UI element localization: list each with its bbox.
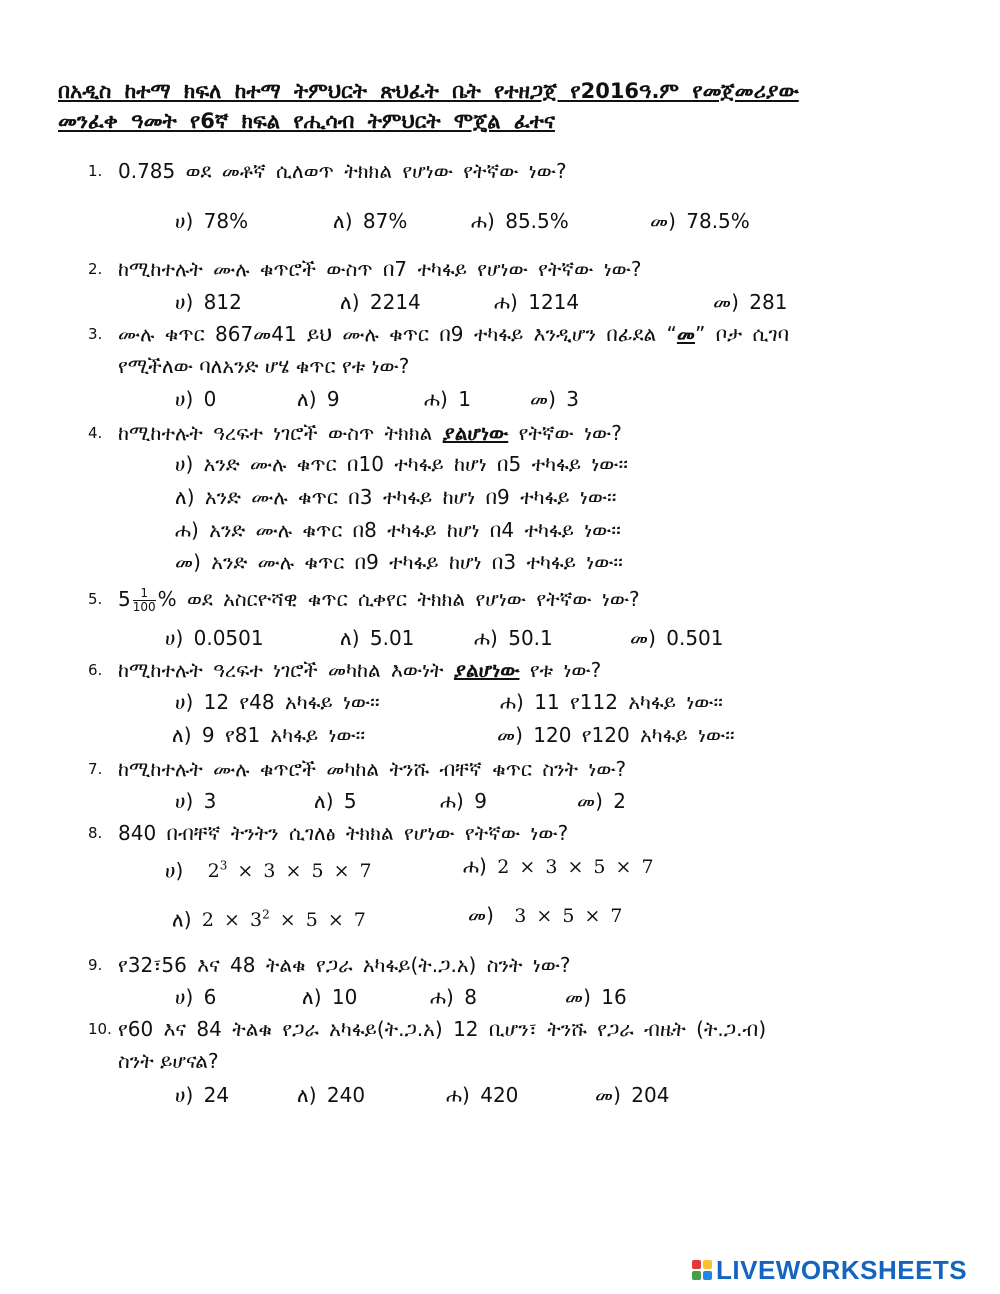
question-number: 3.: [88, 325, 103, 343]
question-number: 9.: [88, 956, 103, 974]
option-c[interactable]: ሐ) 9: [440, 789, 487, 813]
option-d[interactable]: መ) 0.501: [630, 626, 724, 650]
question-text: ከሚከተሉት ሙሉ ቁጥሮች መካከል ትንሹ ብቸኛ ቁጥር ስንት ነው?: [118, 757, 627, 781]
option-d[interactable]: መ) 16: [565, 985, 627, 1009]
option-c-expression: 2 × 3 × 5 × 7: [497, 856, 654, 878]
option-b[interactable]: ለ) 5: [314, 789, 357, 813]
question-text: 0.785 ወደ መቶኛ ሲለወጥ ትክክል የሆነው የትኛው ነው?: [118, 159, 567, 183]
option-c[interactable]: ሐ) 85.5%: [471, 209, 569, 233]
option-d[interactable]: መ) 3: [530, 387, 579, 411]
logo-text: LIVEWORKSHEETS: [716, 1254, 968, 1285]
question-number: 8.: [88, 824, 103, 842]
title-line-1: በአዲስ ከተማ ክፍለ ከተማ ትምህርት ጽህፈት ቤት የተዘጋጀ የ2016ዓ.ም የመጀመሪያው: [58, 79, 799, 103]
option-b[interactable]: ለ) 9 የ81 አካፋይ ነው፡፡: [172, 723, 366, 747]
option-b[interactable]: ለ) 2214: [340, 290, 421, 314]
option-a[interactable]: ሀ) $2^3 \times 3 \times 5 \times 7$: [165, 858, 372, 883]
option-a[interactable]: ሀ) 12 የ48 አካፋይ ነው፡፡: [175, 690, 380, 714]
question-number: 7.: [88, 760, 103, 778]
question-text: ከሚከተሉት ዓረፍተ ነገሮች ውስጥ ትክክል ያልሆነው የትኛው ነው?: [118, 421, 622, 445]
underlined-word: ያልሆነው: [453, 658, 520, 682]
logo-block: [703, 1271, 712, 1280]
option-c[interactable]: ሐ) 50.1: [474, 626, 553, 650]
worksheet-title: [58, 76, 958, 136]
question-number: 5.: [88, 590, 103, 608]
option-a[interactable]: ሀ) 3: [175, 789, 217, 813]
question-text: ሙሉ ቁጥር 867መ41 ይህ ሙሉ ቁጥር በ9 ተካፋይ እንዲሆን በፊደል “መ” ቦታ ሲገባ: [118, 322, 790, 346]
option-b[interactable]: ለ) አንድ ሙሉ ቁጥር በ3 ተካፋይ ከሆነ በ9 ተካፋይ ነው፡፡: [175, 485, 617, 509]
option-d[interactable]: መ) 120 የ120 አካፋይ ነው፡፡: [497, 723, 735, 747]
question-text: የ32፣56 እና 48 ትልቁ የጋራ አካፋይ(ት.ጋ.አ) ስንት ነው?: [118, 953, 571, 977]
option-d[interactable]: መ) 2: [577, 789, 626, 813]
question-number: 2.: [88, 260, 103, 278]
option-a[interactable]: ሀ) 6: [175, 985, 217, 1009]
option-b[interactable]: ለ) $2 \times 3^2 \times 5 \times 7$: [172, 907, 366, 932]
option-b[interactable]: ለ) 240: [297, 1083, 366, 1107]
option-a[interactable]: ሀ) 78%: [175, 209, 249, 233]
option-d[interactable]: መ) 204: [595, 1083, 670, 1107]
option-b[interactable]: ለ) 87%: [333, 209, 408, 233]
question-text: ከሚከተሉት ሙሉ ቁጥሮች ውስጥ በ7 ተካፋይ የሆነው የትኛው ነው?: [118, 257, 642, 281]
logo-block: [692, 1260, 701, 1269]
option-b[interactable]: ለ) 9: [297, 387, 340, 411]
option-c[interactable]: ሐ) 8: [430, 985, 477, 1009]
option-b[interactable]: ለ) 10: [302, 985, 358, 1009]
logo-block: [703, 1260, 712, 1269]
option-a[interactable]: ሀ) 812: [175, 290, 242, 314]
question-number: 6.: [88, 661, 103, 679]
option-c[interactable]: ሐ) 2 × 3 × 5 × 7: [463, 854, 654, 878]
question-text: ከሚከተሉት ዓረፍተ ነገሮች መካከል እውነት ያልሆነው የቱ ነው?: [118, 658, 602, 682]
option-a[interactable]: ሀ) አንድ ሙሉ ቁጥር በ10 ተካፋይ ከሆነ በ5 ተካፋይ ነው፡፡: [175, 452, 628, 476]
question-10-line-2: ስንት ይሆናል?: [118, 1049, 219, 1073]
option-d[interactable]: መ) 281: [713, 290, 788, 314]
underlined-word: ያልሆነው: [442, 421, 509, 445]
option-c[interactable]: ሐ) 420: [446, 1083, 519, 1107]
question-text: 840 በብቸኛ ትንትን ሲገለፅ ትክክል የሆነው የትኛው ነው?: [118, 821, 569, 845]
option-c[interactable]: ሐ) 1: [424, 387, 471, 411]
option-a[interactable]: ሀ) 0: [175, 387, 217, 411]
option-c[interactable]: ሐ) አንድ ሙሉ ቁጥር በ8 ተካፋይ ከሆነ በ4 ተካፋይ ነው፡፡: [175, 518, 621, 542]
liveworksheets-logo[interactable]: [692, 1255, 967, 1285]
option-d[interactable]: መ) 78.5%: [650, 209, 750, 233]
underlined-letter: መ: [676, 322, 695, 346]
option-a[interactable]: ሀ) 24: [175, 1083, 230, 1107]
logo-block: [692, 1271, 701, 1280]
option-b-expression: $2 \times 3^2 \times 5 \times 7$: [201, 908, 366, 932]
logo-blocks-icon: [692, 1260, 712, 1280]
option-a-expression: $2^3 \times 3 \times 5 \times 7$: [207, 859, 372, 883]
option-c[interactable]: ሐ) 11 የ112 አካፋይ ነው፡፡: [500, 690, 723, 714]
question-number: 4.: [88, 424, 103, 442]
option-d[interactable]: መ) አንድ ሙሉ ቁጥር በ9 ተካፋይ ከሆነ በ3 ተካፋይ ነው፡፡: [175, 550, 623, 574]
title-line-2: መንፈቀ ዓመት የ6ኛ ክፍል የሒሳብ ትምህርት ሞጄል ፈተና: [58, 109, 555, 133]
question-text: 5 $\frac{1}{100}$ % ወደ አስርዮሻዊ ቁጥር ሲቀየር ትክክል የሆነው የትኛው ነው?: [118, 586, 640, 614]
question-3-line-2: የሚችለው ባለአንድ ሆሄ ቁጥር የቱ ነው?: [118, 354, 410, 378]
option-c[interactable]: ሐ) 1214: [494, 290, 580, 314]
fraction: $\frac{1}{100}$: [132, 586, 156, 614]
question-number: 10.: [88, 1020, 112, 1038]
option-d-expression: 3 × 5 × 7: [514, 905, 623, 927]
option-d[interactable]: መ) 3 × 5 × 7: [468, 903, 623, 927]
mixed-number-whole: 5: [118, 587, 131, 611]
option-b[interactable]: ለ) 5.01: [340, 626, 415, 650]
question-number: 1.: [88, 162, 103, 180]
option-a[interactable]: ሀ) 0.0501: [165, 626, 264, 650]
question-text: የ60 እና 84 ትልቁ የጋራ አካፋይ(ት.ጋ.አ) 12 ቢሆን፣ ትንሹ የጋራ ብዜት (ት.ጋ.ብ): [118, 1017, 767, 1041]
